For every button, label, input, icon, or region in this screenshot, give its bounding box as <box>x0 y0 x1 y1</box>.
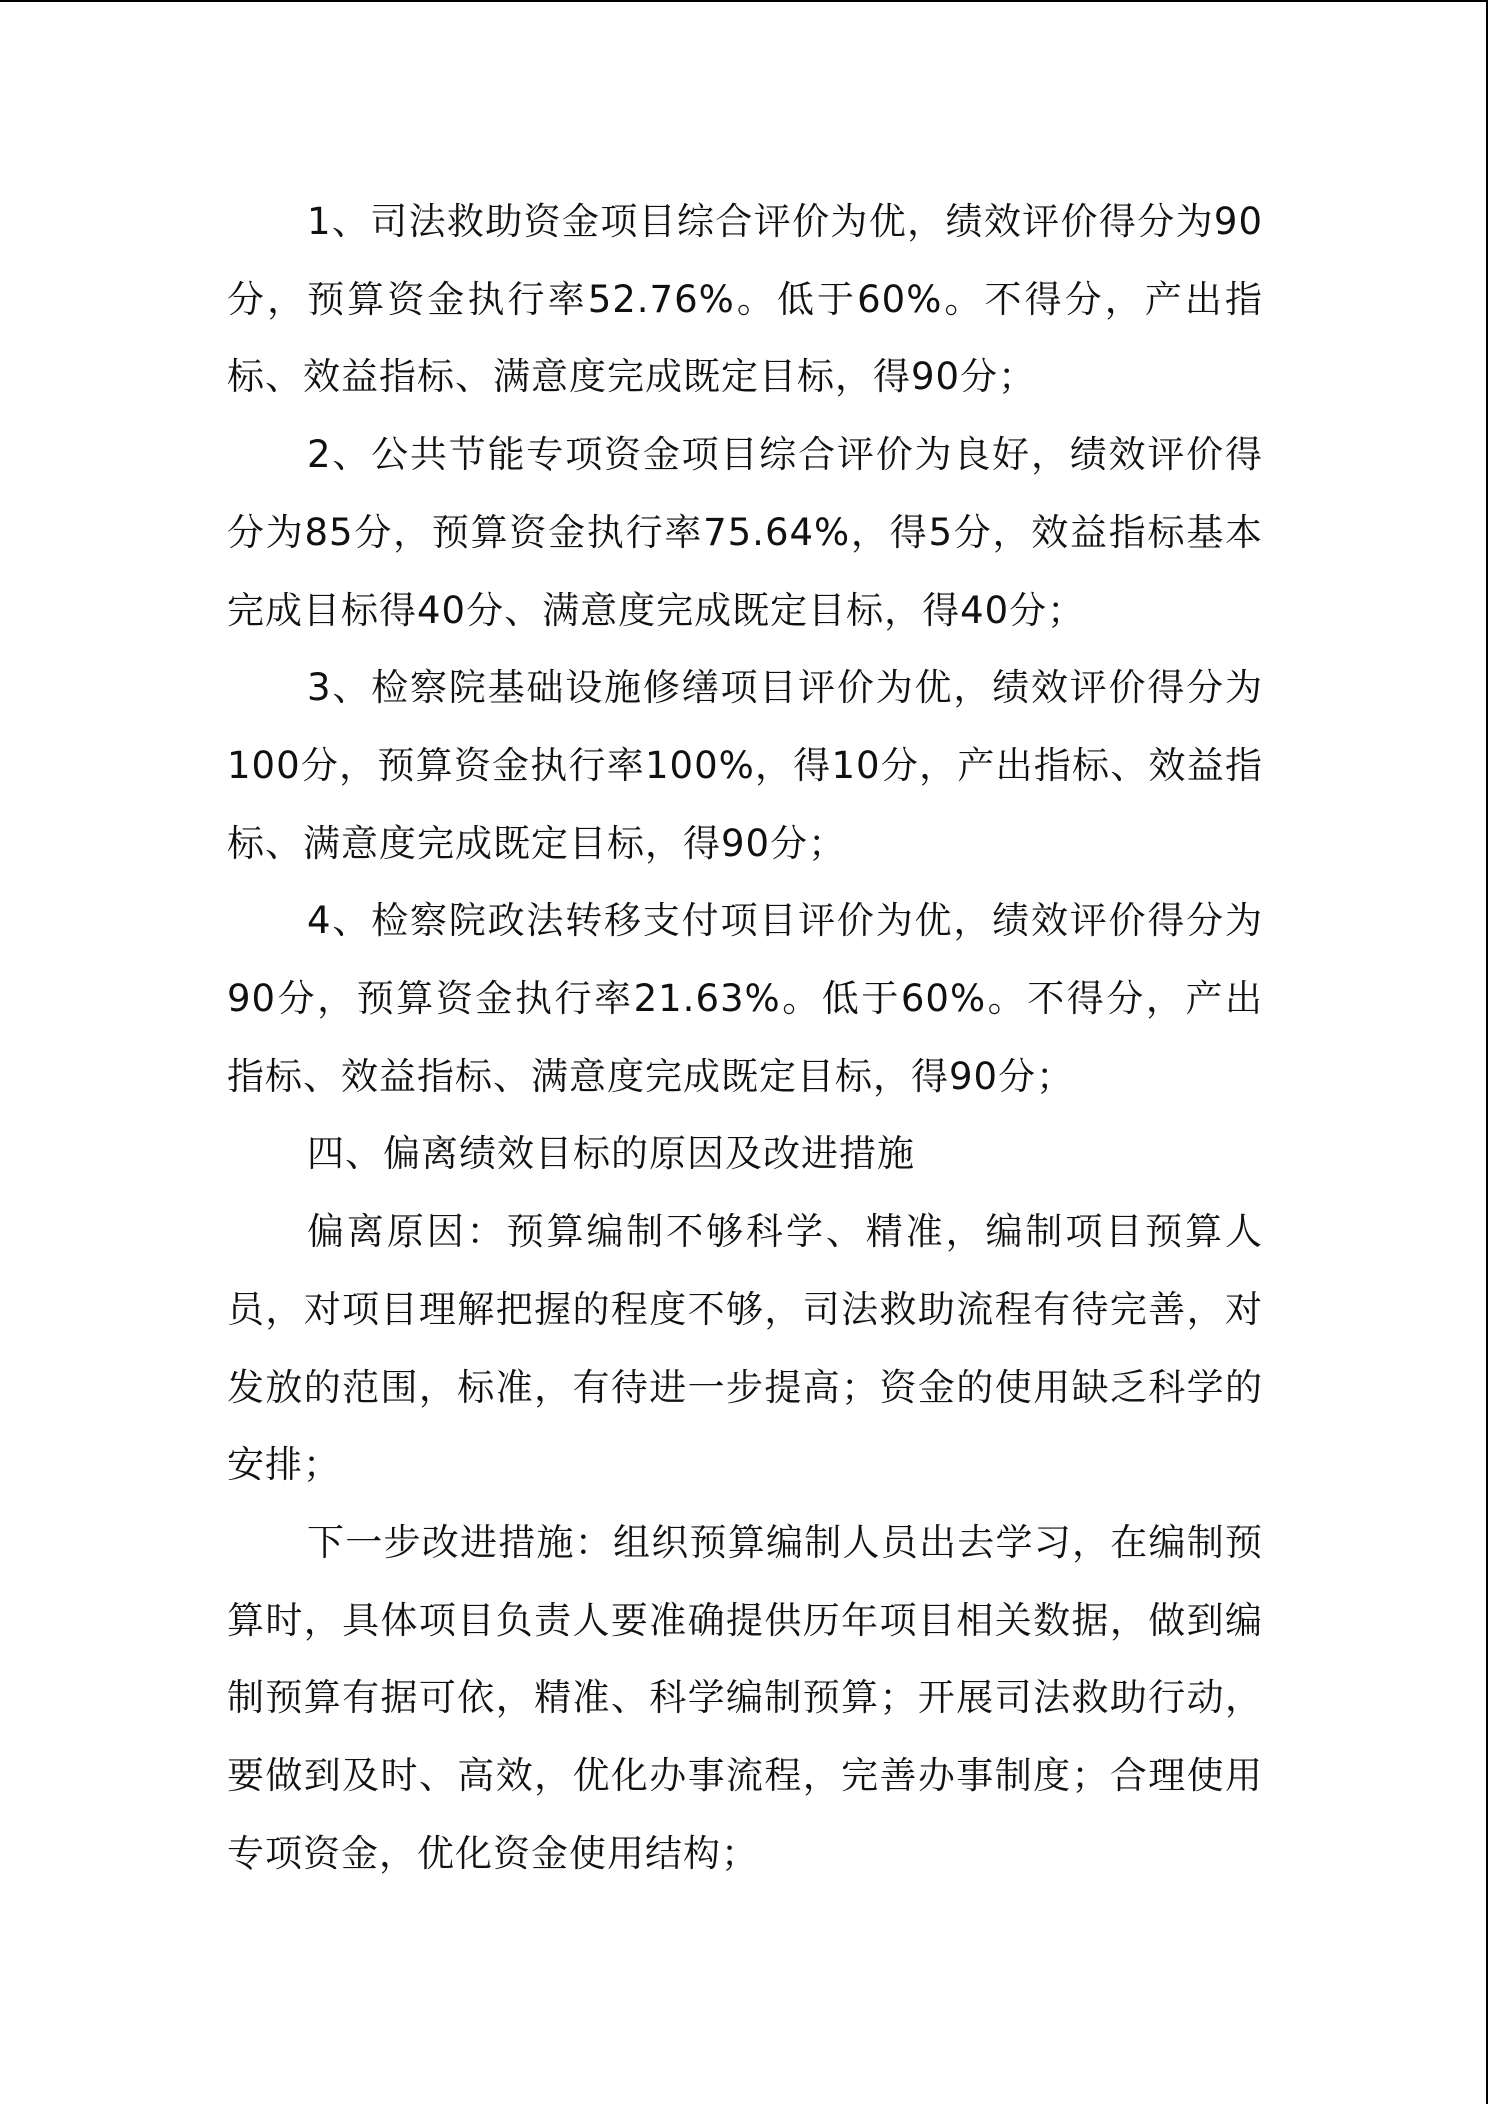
document-body <box>227 183 1263 1892</box>
paragraph-item-4: 4、检察院政法转移支付项目评价为优，绩效评价得分为90分，预算资金执行率21.63%。低于60%。不得分，产出指标、效益指标、满意度完成既定目标，得90分； <box>227 899 1263 1098</box>
section-heading: 四、偏离绩效目标的原因及改进措施 <box>307 1132 915 1176</box>
improvement-measures-paragraph: 下一步改进措施：组织预算编制人员出去学习，在编制预算时，具体项目负责人要准确提供历年项目相关数据，做到编制预算有据可依，精准、科学编制预算；开展司法救助行动，要做到及时、高效，优化办事流程，完善办事制度；合理使用专项资金，优化资金使用结构； <box>227 1520 1263 1875</box>
paragraph-item-3: 3、检察院基础设施修缮项目评价为优，绩效评价得分为100分，预算资金执行率100%，得10分，产出指标、效益指标、满意度完成既定目标，得90分； <box>227 666 1263 865</box>
paragraph-item-2: 2、公共节能专项资金项目综合评价为良好，绩效评价得分为85分，预算资金执行率75.64%，得5分，效益指标基本完成目标得40分、满意度完成既定目标，得40分； <box>227 433 1263 632</box>
paragraph-item-1: 1、司法救助资金项目综合评价为优，绩效评价得分为90分，预算资金执行率52.76%。低于60%。不得分，产出指标、效益指标、满意度完成既定目标，得90分； <box>227 200 1263 399</box>
deviation-reasons-paragraph: 偏离原因：预算编制不够科学、精准，编制项目预算人员，对项目理解把握的程度不够，司法救助流程有待完善，对发放的范围，标准，有待进一步提高；资金的使用缺乏科学的安排； <box>227 1210 1263 1487</box>
